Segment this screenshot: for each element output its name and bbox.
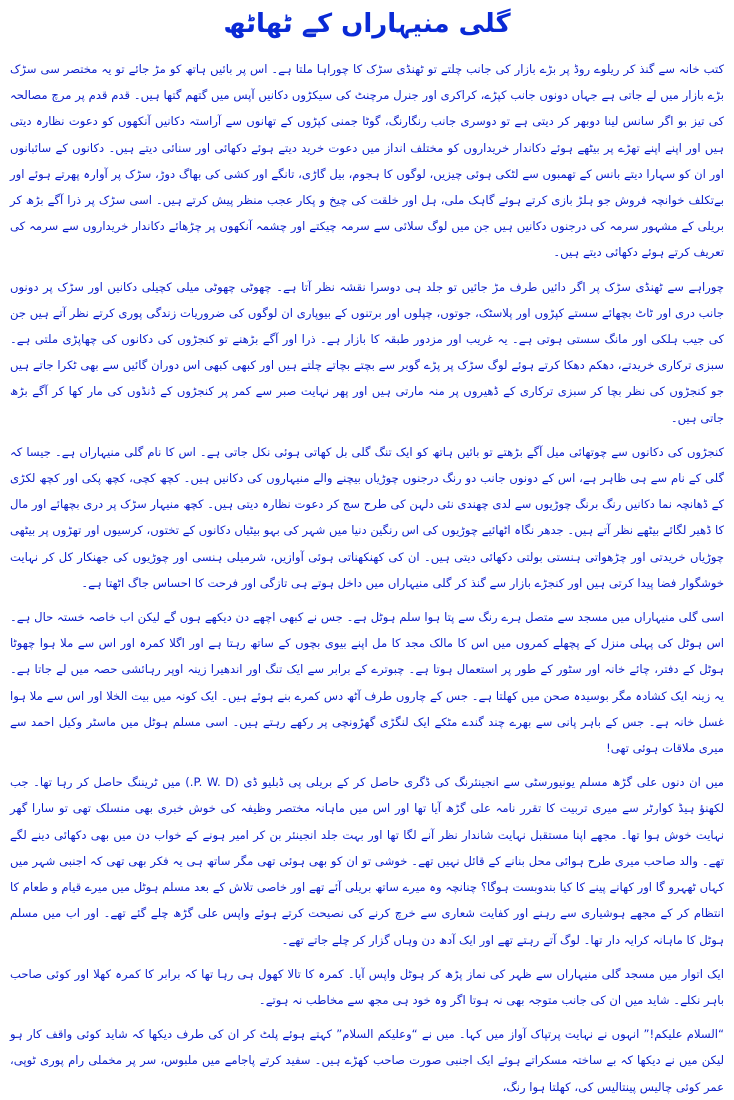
paragraph: کتب خانہ سے گنذ کر ریلوے روڈ پر بڑے بازار کی جانب چلتے تو ٹھنڈی سڑک کا چوراہا ملتا ہے۔ اس پر بائیں ہاتھ کو مڑ جائے تو یہ مختصر سی سڑک بڑے بازار میں لے جاتی ہے جہاں دونوں جانب کپڑے، کراکری اور جنرل مرچنٹ کی سیکڑوں دکانیں آپس میں گتھم گتھا ہیں۔ قدم قدم پر مرچ مصالحہ کی تیز بو اگر سانس لینا دوبھر کر دیتی ہے تو دوسری جانب رنگارنگ، گوٹا جمنی کپڑوں کے تھانوں سے آراستہ دکانیں آنکھوں کو دعوت نظارہ دیتی ہیں اور اپنے اپنے تھڑے پر بیٹھے ہوئے دکاندار خریداروں کو مختلف انداز میں دعوت خرید دیتے ہوئے دکھائی اور سنائی دیتے ہیں۔ دکانوں کے سائبانوں اور ان کو سہارا دیتے بانس کے تھمبوں سے لٹکی ہوئی چیزیں، لوگوں کا ہجوم، بیل گاڑی، تانگے اور کشی کی بھاگ دوڑ، سڑک پر آوارہ پھرتے ہوئے اور بےتکلف خوانچہ فروش جو ہلڑ بازی کرتے ہوئے گاہک ملی، ہل اور خلقت کی چیخ و پکار عجب منظر پیش کرتے ہیں۔ اسی سڑک پر ذرا آگے بڑھ کر بریلی کے مشہور سرمہ کی درجنوں دکانیں ہیں جن میں لوگ سلائی سے سرمہ چیکتے اور چشمہ آنکھوں پر چڑھائے دکاندار خریداروں سے سرمہ کی تعریف کرتے ہوئے دکھائی دیتے ہیں۔ — [10, 62, 724, 260]
paragraph: اسی گلی منیہاراں میں مسجد سے متصل ہرے رنگ سے پتا ہوا سلم ہوٹل ہے۔ جس نے کبھی اچھے دن دیکھے ہوں گے لیکن اب خاصہ خستہ حال ہے۔ اس ہوٹل کی پہلی منزل کے پچھلے کمروں میں اس کا مالک مجد کا مل اپنے بیوی بچوں کے ساتھ رہتا ہے اور اگلا کمرہ اور اس سے ملا ہوا چھوٹا ہوٹل کے دفتر، چائے خانہ اور سٹور کے طور پر استعمال ہوتا ہے۔ چبوترے کے برابر سے ایک تنگ اور اندھیرا زینہ اوپر رہائشی حصہ میں لے جاتا ہے۔ یہ زینہ ایک کشادہ مگر بوسیدہ صحن میں کھلتا ہے۔ جس کے چاروں طرف آٹھ دس کمرے بنے ہوئے ہیں۔ ایک کونہ میں بیت الخلا اور اس سے ملا ہوا غسل خانہ ہے۔ جس کے باہر پانی سے بھرے چند گندے مٹکے ایک لنگڑی گھڑونچی پر رکھے رہتے ہیں۔ اسی مسلم ہوٹل میں ماسٹر وکیل احمد سے میری ملاقات ہوئی تھی! — [10, 610, 724, 756]
paragraph: چوراہے سے ٹھنڈی سڑک پر اگر دائیں طرف مڑ جائیں تو جلد ہی دوسرا نقشہ نظر آتا ہے۔ چھوٹی چھوٹی میلی کچیلی دکانیں اور سڑک پر دونوں جانب دری اور ٹاٹ بچھائے سستے کپڑوں اور پلاسٹک، جوتوں، چپلوں اور برتنوں کے بیوپاری ان لوگوں کی ضروریات زندگی پوری کرتے نظر آتے ہیں جن کی جیب ہلکی اور مانگ سستی ہوتی ہے۔ یہ غریب اور مزدور طبقہ کا بازار ہے۔ ذرا اور آگے بڑھنے تو کنجڑوں کی دکانوں کی چھاپڑی ملتی ہے۔ سبزی ترکاری خریدتے، دھکم دھکا کرتے ہوئے لوگ سڑک پر پڑے گوبر سے بچتے بچاتے چلتے ہیں اور کبھی کبھی اس دوران گائیں سے بھی ٹکرا جاتے ہیں جو کنجڑوں کی نظر بچا کر سبزی ترکاری کے ڈھیروں پر منہ مارتی ہیں اور پھر نہایت صبر سے کمر پر کنجڑوں کے ڈنڈوں کی مار کھا کر آگے بڑھ جاتی ہیں۔ — [10, 279, 724, 425]
paragraph: میں ان دنوں علی گڑھ مسلم یونیورسٹی سے انجینئرنگ کی ڈگری حاصل کر کے بریلی پی ڈبلیو ڈی (P. W. D.) میں ٹریننگ حاصل کر رہا تھا۔ جب لکھنؤ ہیڈ کوارٹر سے میری تربیت کا تقرر نامہ علی گڑھ آیا تھا اور اس میں ماہانہ مختصر وظیفہ کی خوش خبری بھی منسلک تھی تو سارا گھر نہایت خوش ہوا تھا۔ مجھے اپنا مستقبل نہایت شاندار نظر آنے لگا تھا اور بہت جلد انجینئر بن کر امیر ہونے کے خواب دن میں بھی دکھائی دینے لگے تھے۔ والد صاحب میری طرح ہوائی محل بنانے کے قائل نہیں تھے۔ خوشی تو ان کو بھی ہوئی تھی مگر ساتھ ہی یہ فکر بھی تھی کہ اجنبی شہر میں کہاں ٹھہرو گا اور کھانے پینے کا کیا بندوبست ہوگا؟ چنانچہ وہ میرے ساتھ بریلی آئے تھے اور خاصی تلاش کے بعد مسلم ہوٹل میں میرے قیام و طعام کا انتظام کر کے مجھے ہوشیاری سے رہنے اور کفایت شعاری سے خرچ کرنے کی نصیحت کرتے ہوئے واپس علی گڑھ چلے گئے تھے۔ اور اب میں مسلم ہوٹل کا ماہانہ کرایہ دار تھا۔ لوگ آتے رہتے تھے اور ایک آدھ دن وہاں گزار کر چلے جاتے تھے۔ — [10, 775, 724, 947]
paragraph: ایک اتوار میں مسجد گلی منیہاراں سے ظہر کی نماز پڑھ کر ہوٹل واپس آیا۔ کمرہ کا تالا کھول ہی رہا تھا کہ برابر کا کمرہ کھلا اور کوئی صاحب باہر نکلے۔ شاید میں ان کی جانب متوجہ بھی نہ ہوتا اگر وہ خود ہی مجھ سے مخاطب نہ ہوتے۔ — [10, 966, 724, 1007]
page-title: گلی منیہاراں کے ٹھاٹھ — [223, 9, 511, 39]
paragraph: “السلام علیکم!” انہوں نے نہایت پرتپاک آواز میں کہا۔ میں نے “وعلیکم السلام” کہتے ہوئے پلٹ کر ان کی طرف دیکھا کہ شاید کوئی واقف کار ہو لیکن میں نے دیکھا کہ بے ساختہ مسکراتے ہوئے ایک اجنبی صورت صاحب کھڑے ہیں۔ سفید کرتے پاجامے میں ملبوس، سر پر مخملی رام پوری ٹوپی، عمر کوئی چالیس پینتالیس کی، کھلتا ہوا رنگ، — [10, 1027, 724, 1094]
paragraph: کنجڑوں کی دکانوں سے چوتھائی میل آگے بڑھتے تو بائیں ہاتھ کو ایک تنگ گلی بل کھاتی ہوئی نکل جاتی ہے۔ اس کا نام گلی منیہاراں ہے۔ جیسا کہ گلی کے نام سے ہی ظاہر ہے، اس کے دونوں جانب دو رنگ درجنوں چوڑیاں بیچنے والے منیہاروں کی دکانیں ہیں۔ کچھ کچی، کچھ پکی اور کچھ لکڑی کے ڈھانچہ نما دکانیں رنگ برنگ چوڑیوں سے لدی چھندی نئی دلہن کی طرح سج کر دعوت نظارہ دیتی ہیں۔ کچھ منیہار سڑک پر دری بچھائے اور مال کا ڈھیر لگائے بیٹھے نظر آتے ہیں۔ جدھر نگاہ اٹھائیے چوڑیوں کی اس رنگین دنیا میں شہر کی بہو بیٹیاں دکانوں کے تختوں، کرسیوں اور تھڑوں پر بیٹھی چوڑیاں خریدتی اور چڑھواتی ہنستی بولتی دکھائی دیتی ہیں۔ ان کی کھنکھناتی ہوئی آوازیں، شرمیلی ہنسی اور چوڑیوں کی جھنکار کل کر نہایت خوشگوار فضا پیدا کرتی ہیں اور کنجڑے بازار سے گنذ کر گلی منیہاراں میں داخل ہوتے ہی تازگی اور فرحت کا احساس جاگ اٹھتا ہے۔ — [10, 444, 724, 590]
article-body — [10, 56, 724, 1094]
